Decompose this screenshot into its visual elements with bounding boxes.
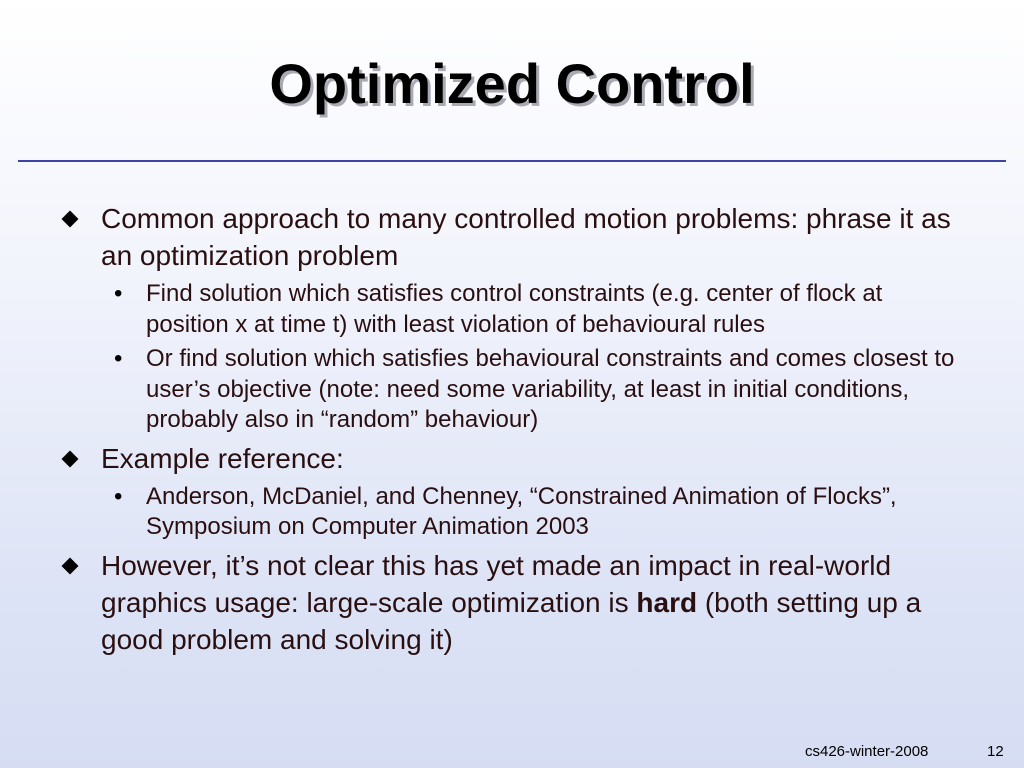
bullet-2 — [101, 440, 981, 477]
dot-bullet-icon: • — [114, 482, 123, 510]
bullet-1 — [101, 200, 981, 274]
bullet-2-sub-1-text: Anderson, McDaniel, and Chenney, “Constrained Animation of Flocks”, Symposium on Computer Animation 2003 — [146, 482, 897, 540]
bullet-3 — [101, 547, 981, 658]
bullet-1-text: Common approach to many controlled motion problems: phrase it as an optimization problem — [101, 203, 951, 271]
footer-course: cs426-winter-2008 — [805, 743, 929, 760]
footer-page-number: 12 — [987, 743, 1004, 760]
bullet-1-sub-2 — [114, 344, 966, 436]
diamond-bullet-icon — [62, 211, 79, 228]
bullet-2-sub-1 — [114, 482, 966, 543]
bullet-3-text-pre: However, it’s not clear this has yet made an impact in real-world graphics usage: large-scale optimization is — [101, 549, 892, 618]
bullet-1-sub-1 — [114, 279, 966, 340]
slide-body — [0, 200, 1024, 663]
title-divider — [18, 160, 1006, 162]
dot-bullet-icon: • — [114, 345, 123, 372]
bullet-3-text-post: (both setting up a good problem and solving it) — [101, 586, 922, 655]
slide-title: Optimized Control — [269, 52, 755, 115]
bullet-3-text-bold: hard — [636, 586, 698, 618]
bullet-2-text: Example reference: — [101, 442, 344, 474]
bullet-1-sub-1-text: Find solution which satisfies control constraints (e.g. center of flock at position x at time t) with least violation of behavioural rules — [146, 280, 883, 338]
dot-bullet-icon: • — [114, 280, 123, 307]
bullet-1-sub-2-text: Or find solution which satisfies behavioural constraints and comes closest to user’s objective (note: need some variability, at least in initial conditions, probably also in “random” behaviour) — [146, 345, 955, 433]
diamond-bullet-icon — [62, 557, 79, 574]
diamond-bullet-icon — [62, 450, 79, 467]
